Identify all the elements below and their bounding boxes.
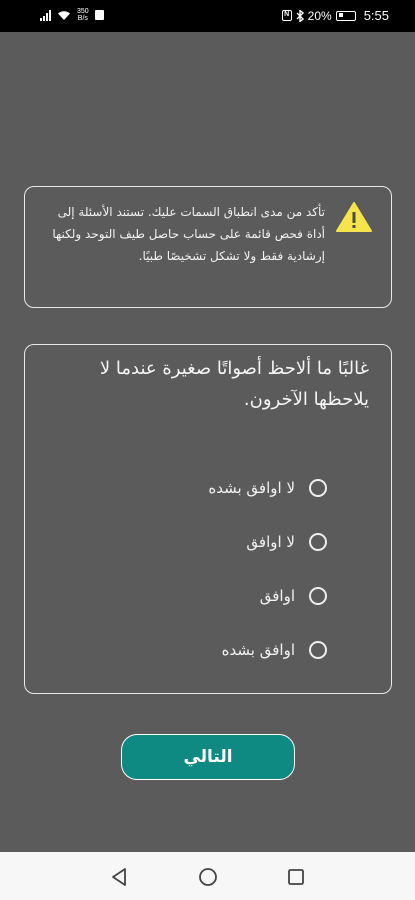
option-agree[interactable] bbox=[47, 569, 327, 623]
back-triangle-icon[interactable] bbox=[110, 867, 128, 887]
status-left-group bbox=[40, 8, 104, 22]
option-label: اوافق bbox=[259, 587, 295, 605]
network-speed: 350 B/s bbox=[77, 8, 89, 22]
warning-icon bbox=[335, 201, 373, 233]
status-bar bbox=[0, 0, 415, 32]
radio-button[interactable] bbox=[309, 479, 327, 497]
nfc-icon: N bbox=[282, 10, 292, 21]
option-strongly-agree[interactable] bbox=[47, 623, 327, 677]
clock: 5:55 bbox=[363, 8, 389, 23]
question-text: غالبًا ما ألاحظ أصواتًا صغيرة عندما لا يلاحظها الآخرون. bbox=[99, 358, 369, 410]
disclaimer-text: تأكد من مدى انطباق السمات عليك. تستند الأسئلة إلى أداة فحص قائمة على حساب حاصل طيف التوحد ولكنها إرشادية فقط ولا تشكل تشخيصًا طبيًا. bbox=[52, 205, 325, 263]
radio-button[interactable] bbox=[309, 641, 327, 659]
system-nav-bar bbox=[0, 852, 415, 900]
battery-icon bbox=[336, 11, 356, 21]
disclaimer-box bbox=[24, 186, 392, 308]
option-label: لا اوافق بشده bbox=[208, 479, 295, 497]
option-label: اوافق بشده bbox=[221, 641, 295, 659]
bluetooth-icon bbox=[296, 10, 304, 22]
option-label: لا اوافق bbox=[246, 533, 295, 551]
status-right-group bbox=[282, 8, 389, 23]
cell-signal-icon bbox=[40, 10, 51, 21]
answer-options bbox=[47, 461, 327, 677]
next-button[interactable]: التالي bbox=[121, 734, 295, 780]
radio-button[interactable] bbox=[309, 587, 327, 605]
sim-card-icon bbox=[95, 10, 104, 20]
question-card bbox=[24, 344, 392, 694]
home-circle-icon[interactable] bbox=[198, 867, 218, 887]
recents-square-icon[interactable] bbox=[287, 868, 305, 886]
battery-percent: 20% bbox=[307, 8, 332, 23]
radio-button[interactable] bbox=[309, 533, 327, 551]
option-strongly-disagree[interactable] bbox=[47, 461, 327, 515]
wifi-icon bbox=[57, 10, 71, 21]
option-disagree[interactable] bbox=[47, 515, 327, 569]
